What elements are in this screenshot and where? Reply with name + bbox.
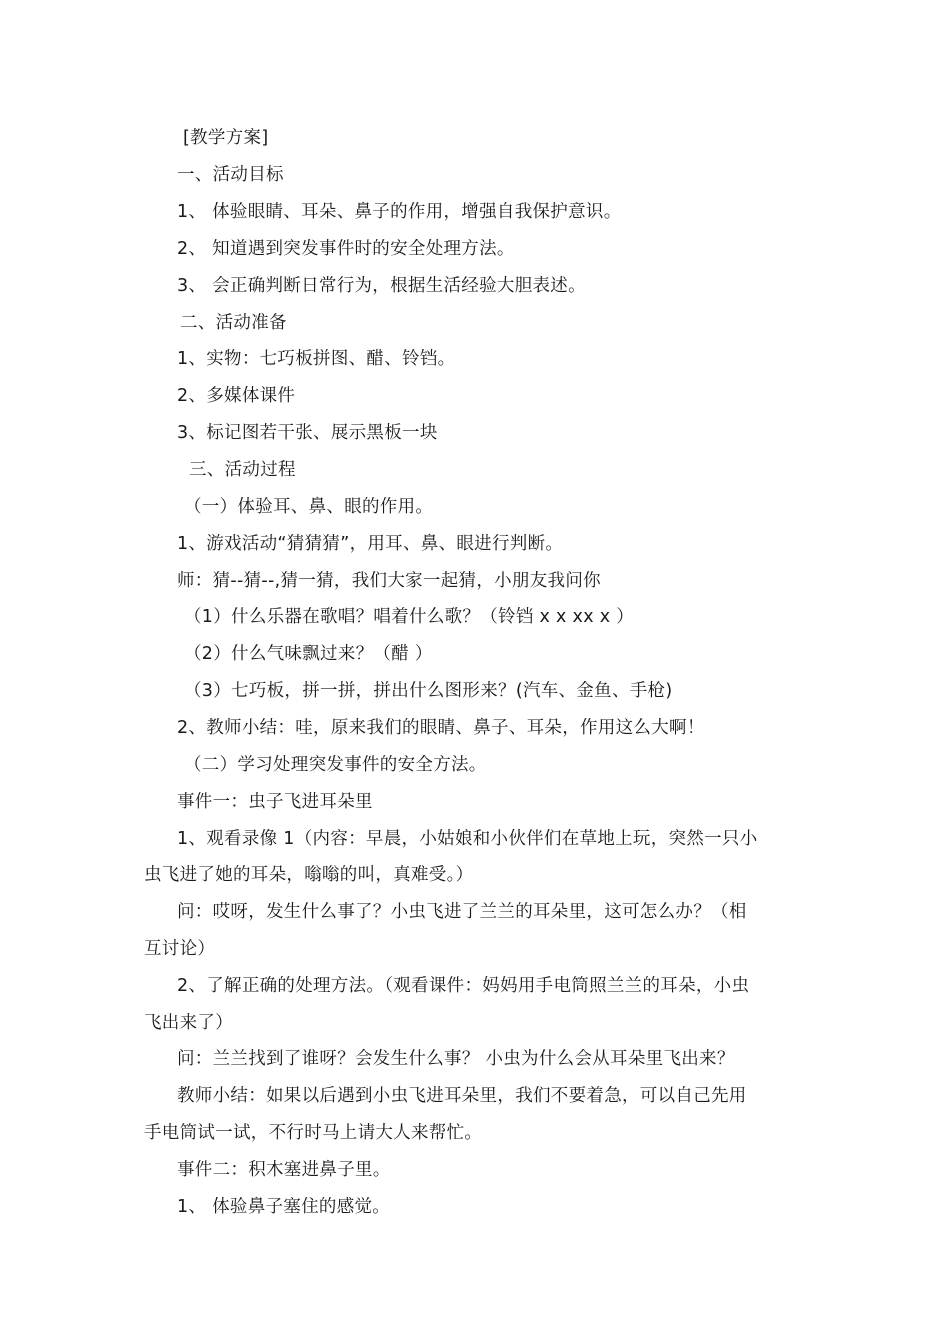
goal-item-2: 2、 知道遇到突发事件时的安全处理方法。 [177,239,515,259]
paragraph-continued: 手电筒试一试，不行时马上请大人来帮忙。 [144,1123,483,1143]
paragraph-continued: 虫飞进了她的耳朵，嗡嗡的叫，真难受。） [144,865,474,885]
paragraph-continued: 飞出来了） [144,1013,233,1033]
paragraph-continued: 互讨论） [144,939,216,959]
paragraph: 1、游戏活动“猜猜猜”，用耳、鼻、眼进行判断。 [177,534,564,554]
subheading-part-2: （二）学习处理突发事件的安全方法。 [184,755,487,775]
question-2: （2）什么气味飘过来？（醋 ） [184,644,433,664]
question-3: （3）七巧板，拼一拼，拼出什么图形来？(汽车、金鱼、手枪) [184,681,673,701]
heading-activity-goals: 一、活动目标 [177,165,284,185]
event-2-title: 事件二：积木塞进鼻子里。 [177,1160,391,1180]
heading-activity-prep: 二、活动准备 [180,313,287,333]
subheading-part-1: （一）体验耳、鼻、眼的作用。 [184,497,434,517]
heading-activity-process: 三、活动过程 [189,460,296,480]
question-1: （1）什么乐器在歌唱？唱着什么歌？（铃铛 x x xx x ） [184,607,635,627]
paragraph: 问：哎呀，发生什么事了？小虫飞进了兰兰的耳朵里，这可怎么办？（相 [177,902,747,922]
goal-item-1: 1、 体验眼睛、耳朵、鼻子的作用，增强自我保护意识。 [177,202,622,222]
prep-item-1: 1、实物：七巧板拼图、醋、铃铛。 [177,349,456,369]
prep-item-2: 2、多媒体课件 [177,386,296,406]
paragraph: 2、教师小结：哇，原来我们的眼睛、鼻子、耳朵，作用这么大啊！ [177,718,705,738]
prep-item-3: 3、标记图若干张、展示黑板一块 [177,423,438,443]
paragraph: 2、了解正确的处理方法。（观看课件：妈妈用手电筒照兰兰的耳朵，小虫 [177,976,750,996]
goal-item-3: 3、 会正确判断日常行为，根据生活经验大胆表述。 [177,276,586,296]
paragraph: 教师小结：如果以后遇到小虫飞进耳朵里，我们不要着急，可以自己先用 [177,1086,747,1106]
paragraph: 问：兰兰找到了谁呀？会发生什么事？ 小虫为什么会从耳朵里飞出来？ [177,1049,735,1069]
paragraph: 1、观看录像 1（内容：早晨，小姑娘和小伙伴们在草地上玩，突然一只小 [177,829,758,849]
event-1-title: 事件一：虫子飞进耳朵里 [177,792,373,812]
section-label-plan: [教学方案] [183,128,269,148]
paragraph: 1、 体验鼻子塞住的感觉。 [177,1197,391,1217]
paragraph: 师：猜--猜--,猜一猜，我们大家一起猜，小朋友我问你 [177,571,601,591]
